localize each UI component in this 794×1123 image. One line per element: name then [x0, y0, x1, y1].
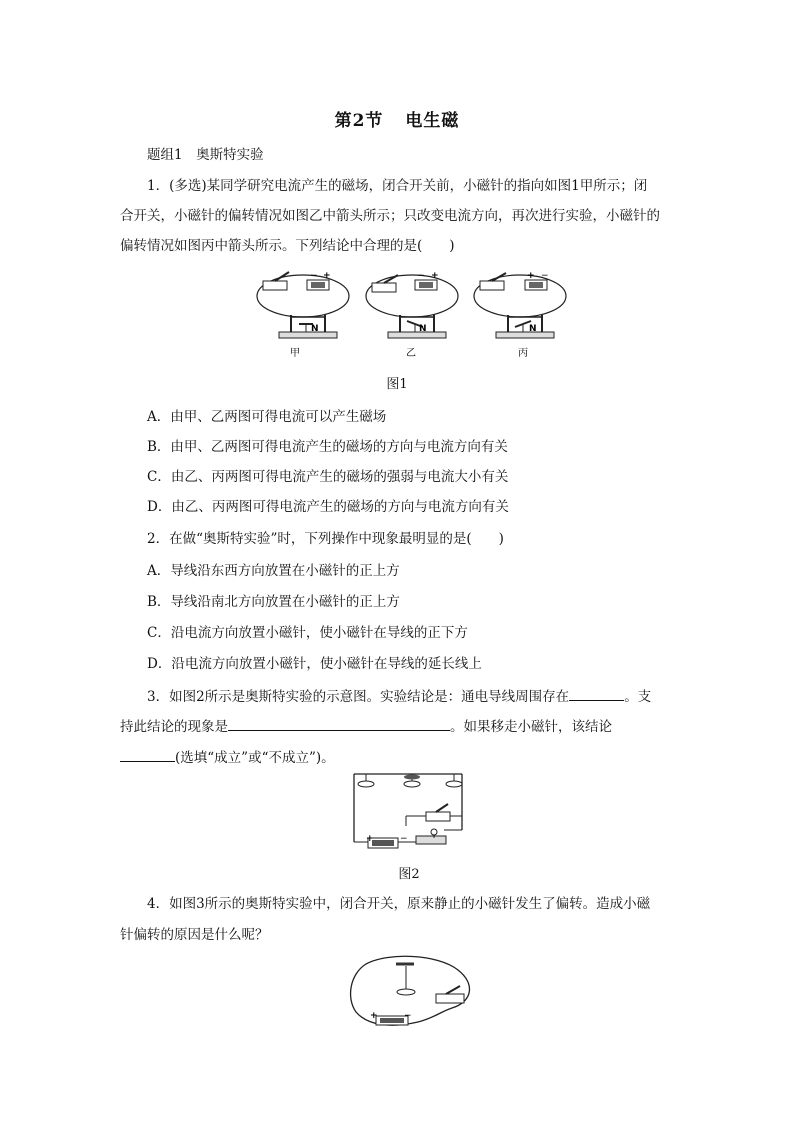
- q3-line3: (选填“成立”或“不成立”)。: [120, 748, 335, 767]
- q4-line2: 针偏转的原因是什么呢？: [120, 927, 269, 943]
- q1-stem-line1: 1．(多选)某同学研究电流产生的磁场，闭合开关前，小磁针的指向如图1甲所示；闭: [147, 178, 648, 194]
- section-topic: 电生磁: [405, 111, 460, 131]
- fig1-label-c: 丙: [518, 348, 528, 359]
- page-title: [0, 106, 794, 131]
- q2-option-b: B．导线沿南北方向放置在小磁针的正上方: [147, 594, 400, 610]
- figure-3: [348, 952, 476, 1032]
- north-label: N: [311, 324, 319, 334]
- minus-sign: −: [404, 1011, 412, 1021]
- minus-sign: −: [541, 271, 549, 281]
- plus-sign: +: [323, 271, 331, 281]
- figure-2: [350, 770, 470, 852]
- section-number: 第2节: [334, 111, 384, 131]
- plus-sign: +: [431, 271, 439, 281]
- minus-sign: −: [417, 271, 425, 281]
- answer-blank-1[interactable]: [569, 687, 624, 701]
- figure-1-caption: 图1: [386, 377, 408, 392]
- q2-option-c: C．沿电流方向放置小磁针，使小磁针在导线的正下方: [147, 625, 468, 641]
- q1-option-c: C．由乙、丙两图可得电流产生的磁场的强弱与电流大小有关: [147, 469, 509, 485]
- q3-line2: 持此结论的现象是 。如果移走小磁针，该结论: [120, 719, 612, 735]
- figure-1: [255, 268, 575, 364]
- figure-1-panel-a: [257, 271, 349, 359]
- figure-1-panel-b: [366, 271, 458, 359]
- q1-option-b: B．由甲、乙两图可得电流产生的磁场的方向与电流方向有关: [147, 439, 508, 455]
- q1-stem-line3: 偏转情况如图丙中箭头所示。下列结论中合理的是( ): [120, 238, 455, 254]
- north-label: N: [529, 324, 537, 334]
- answer-blank-3[interactable]: [120, 748, 175, 762]
- q3-line1: 3．如图2所示是奥斯特实验的示意图。实验结论是：通电导线周围存在 。支: [147, 689, 652, 705]
- figure-1-panel-c: [474, 271, 566, 359]
- q1-option-a: A．由甲、乙两图可得电流可以产生磁场: [147, 409, 387, 425]
- group-heading: 题组1 奥斯特实验: [147, 147, 264, 163]
- plus-sign: +: [366, 834, 374, 844]
- plus-sign: +: [370, 1011, 378, 1021]
- q2-option-d: D．沿电流方向放置小磁针，使小磁针在导线的延长线上: [147, 656, 482, 672]
- q2-option-a: A．导线沿东西方向放置在小磁针的正上方: [147, 563, 400, 579]
- q4-line1: 4．如图3所示的奥斯特实验中，闭合开关，原来静止的小磁针发生了偏转。造成小磁: [147, 896, 651, 912]
- q1-stem-line2: 合开关，小磁针的偏转情况如图乙中箭头所示；只改变电流方向，再次进行实验，小磁针的: [120, 208, 660, 224]
- plus-sign: +: [527, 271, 535, 281]
- figure-2-caption: 图2: [398, 867, 420, 882]
- minus-sign: −: [310, 271, 318, 281]
- q2-stem: 2．在做“奥斯特实验”时，下列操作中现象最明显的是( ): [147, 531, 504, 547]
- answer-blank-2[interactable]: [228, 717, 450, 731]
- q1-option-d: D．由乙、丙两图可得电流产生的磁场的方向与电流方向有关: [147, 499, 509, 515]
- north-label: N: [419, 324, 427, 334]
- fig1-label-a: 甲: [290, 348, 300, 359]
- minus-sign: −: [400, 834, 408, 844]
- fig1-label-b: 乙: [406, 348, 416, 359]
